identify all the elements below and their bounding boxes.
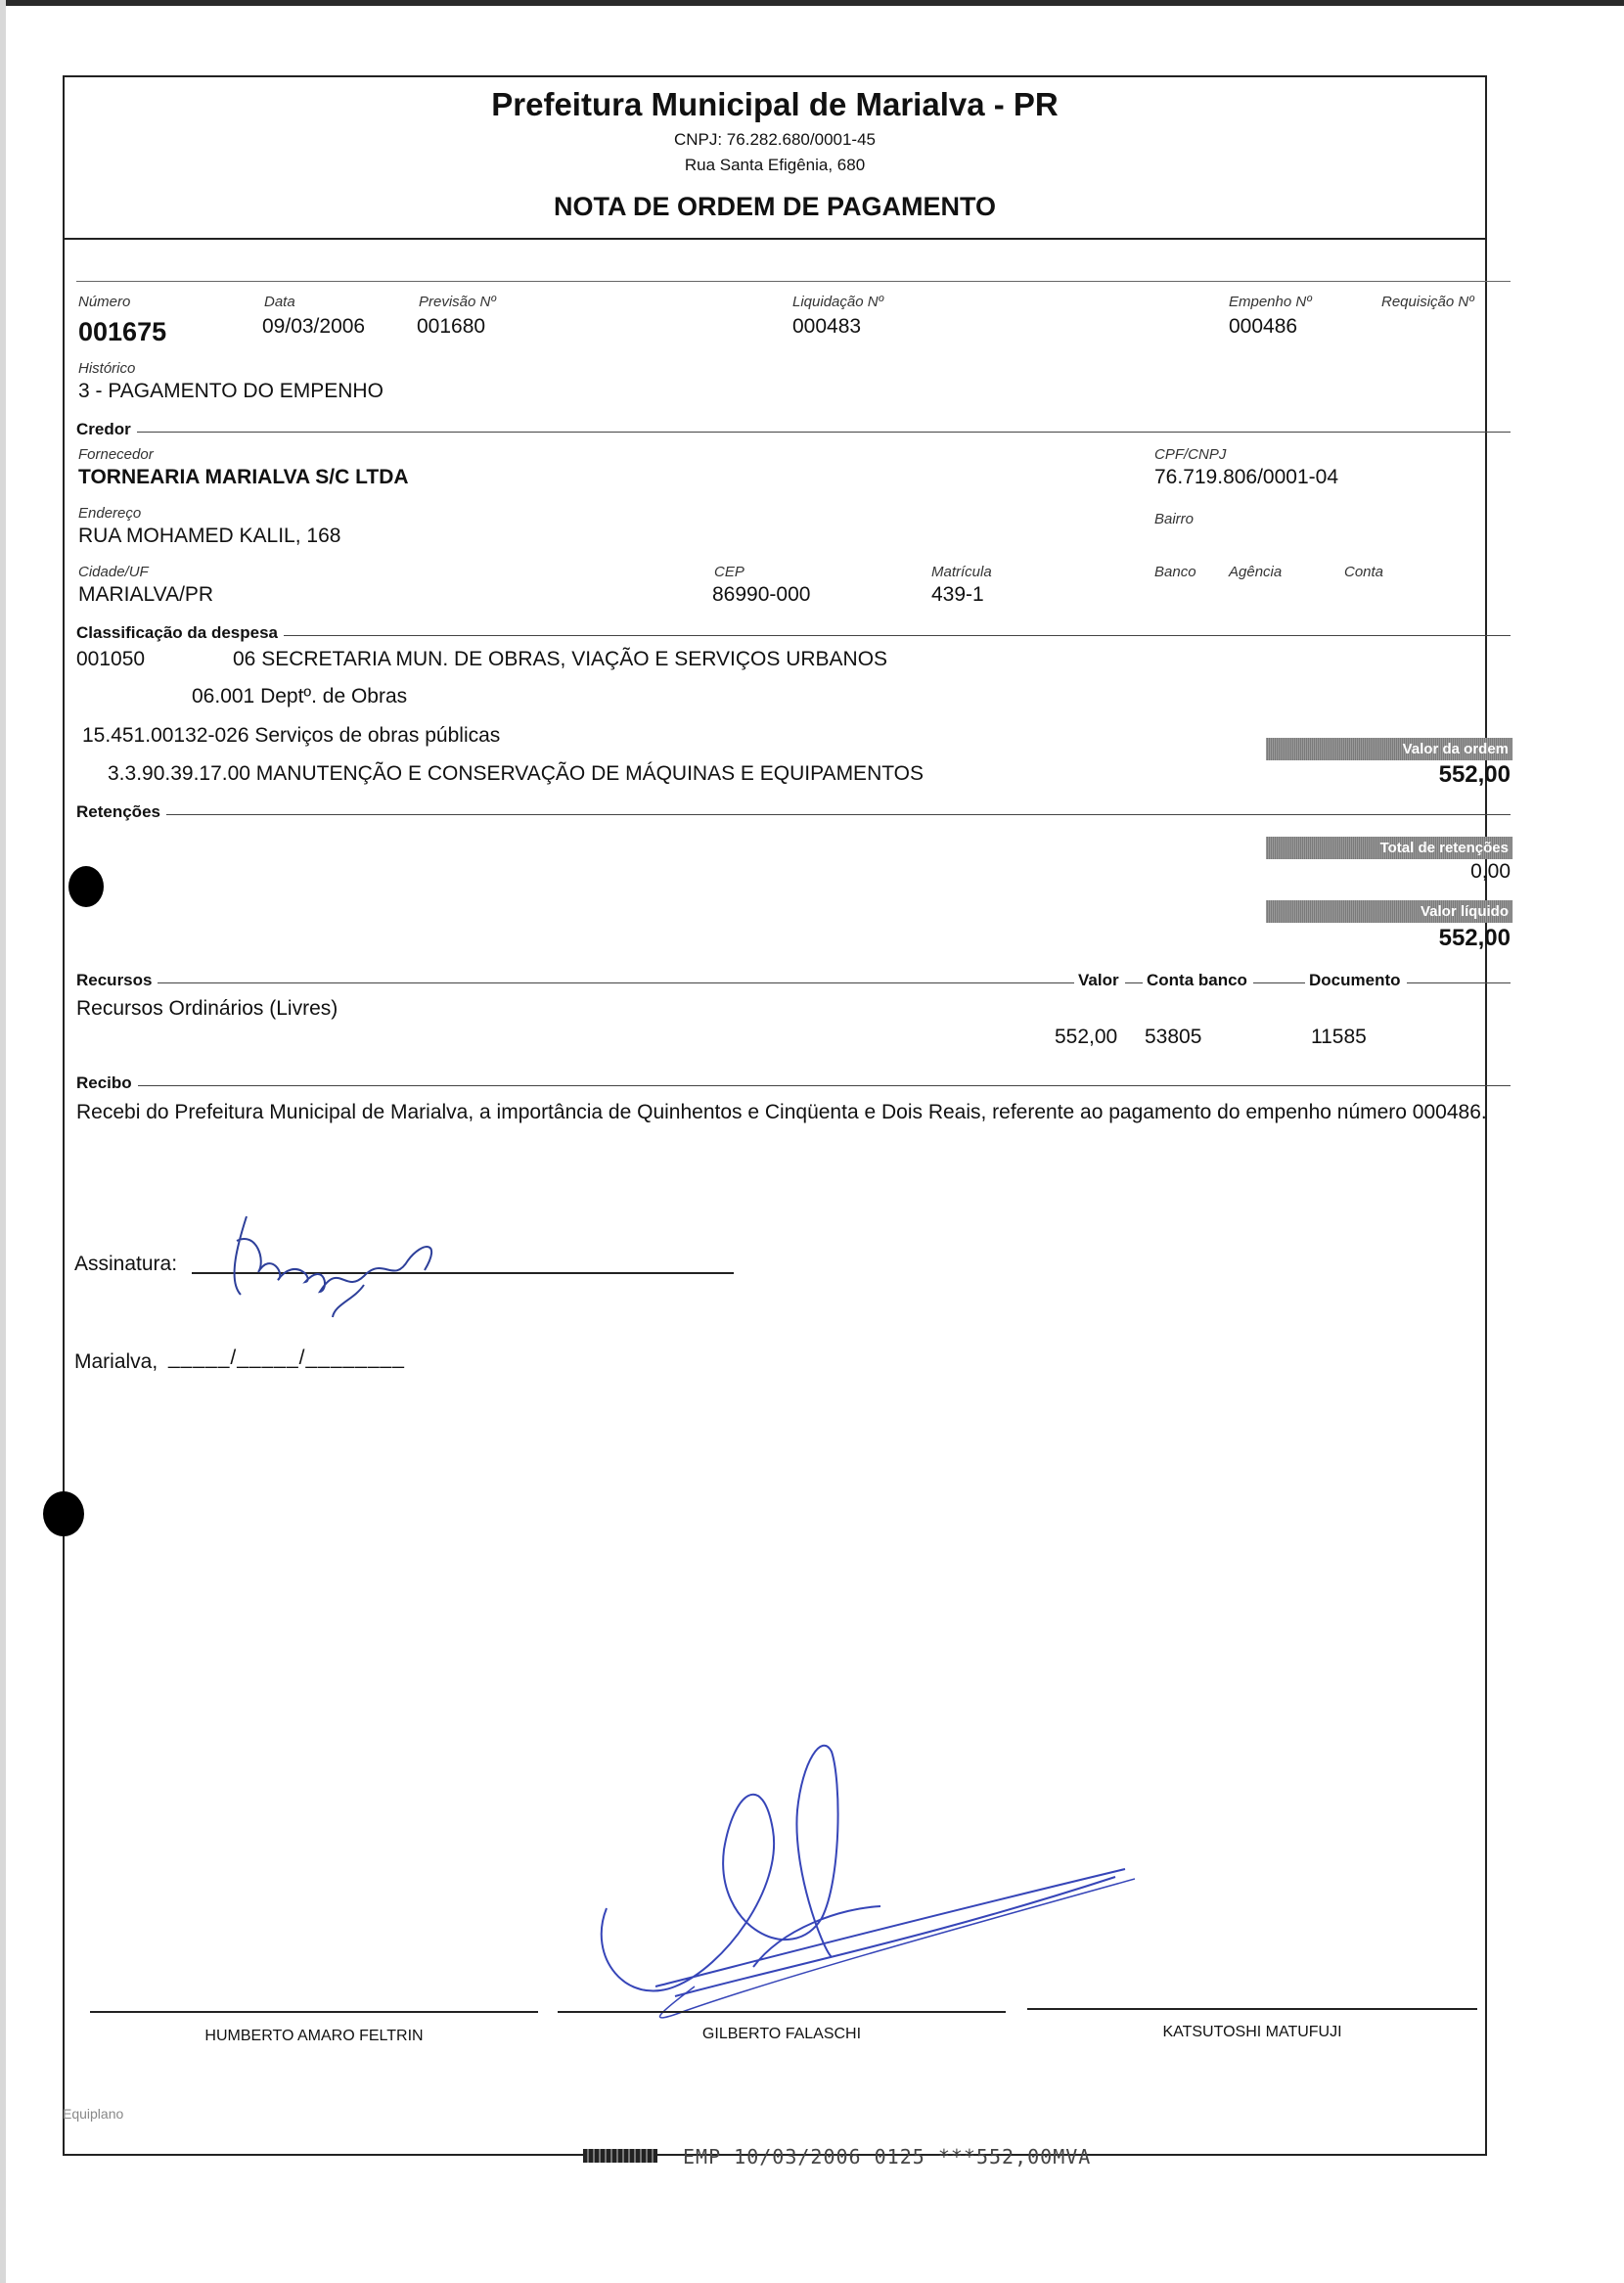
signature-line-1: [90, 2011, 538, 2013]
fornecedor-label: Fornecedor: [78, 446, 154, 463]
liquidacao-value: 000483: [792, 315, 862, 338]
empenho-value: 000486: [1229, 315, 1298, 338]
recibo-section: Recibo: [76, 1073, 138, 1093]
scan-top-edge: [0, 0, 1624, 6]
valor-liquido-value: 552,00: [1438, 925, 1511, 951]
banco-label: Banco: [1154, 564, 1196, 580]
assinatura-label: Assinatura:: [74, 1253, 178, 1275]
bairro-label: Bairro: [1154, 511, 1195, 527]
retencoes-rule: [76, 814, 1511, 815]
empenho-label: Empenho Nº: [1229, 294, 1312, 310]
municipality-title: Prefeitura Municipal de Marialva - PR: [491, 86, 1059, 122]
valor-ordem-value: 552,00: [1438, 761, 1511, 788]
classificacao-line4: 3.3.90.39.17.00 MANUTENÇÃO E CONSERVAÇÃO DE MÁQUINAS E EQUIPAMENTOS: [108, 762, 925, 785]
signatory-3: KATSUTOSHI MATUFUJI: [1162, 2024, 1342, 2040]
local-label: Marialva,: [74, 1350, 158, 1373]
cep-label: CEP: [714, 564, 744, 580]
cnpj-line: CNPJ: 76.282.680/0001-45: [673, 130, 877, 149]
numero-label: Número: [78, 294, 131, 310]
cpf-value: 76.719.806/0001-04: [1154, 466, 1339, 488]
recibo-rule: [76, 1085, 1511, 1086]
fornecedor-value: TORNEARIA MARIALVA S/C LTDA: [78, 466, 409, 488]
credor-rule: [76, 432, 1511, 433]
recibo-signature-image: [217, 1202, 442, 1319]
total-retencoes-value: 0,00: [1470, 860, 1511, 883]
info-top-rule: [76, 281, 1511, 282]
classificacao-code: 001050: [76, 648, 146, 670]
date-blanks: _____/_____/________: [168, 1347, 405, 1369]
cpf-label: CPF/CNPJ: [1154, 446, 1227, 463]
recursos-conta: 53805: [1145, 1026, 1202, 1048]
cep-value: 86990-000: [712, 583, 811, 606]
classificacao-section: Classificação da despesa: [76, 623, 284, 643]
recursos-documento-label: Documento: [1305, 971, 1407, 990]
recursos-conta-label: Conta banco: [1143, 971, 1253, 990]
classificacao-line1: 06 SECRETARIA MUN. DE OBRAS, VIAÇÃO E SERVIÇOS URBANOS: [233, 648, 888, 670]
punch-hole-bottom: [43, 1491, 84, 1536]
valor-ordem-label: Valor da ordem: [1266, 738, 1512, 760]
scan-left-edge: [0, 0, 6, 2283]
recursos-descricao: Recursos Ordinários (Livres): [76, 997, 338, 1020]
software-name: Equiplano: [63, 2106, 124, 2122]
payment-stamp: EMP 10/03/2006 0125 ***552,00MVA: [683, 2145, 1092, 2169]
gilberto-signature-image: [587, 1732, 1135, 2026]
agencia-label: Agência: [1229, 564, 1283, 580]
header-divider: [63, 238, 1485, 240]
historico-value: 3 - PAGAMENTO DO EMPENHO: [78, 380, 383, 402]
conta-label: Conta: [1344, 564, 1384, 580]
classificacao-line2: 06.001 Deptº. de Obras: [192, 685, 408, 708]
credor-section: Credor: [76, 420, 137, 439]
data-value: 09/03/2006: [262, 315, 366, 338]
recibo-text: Recebi do Prefeitura Municipal de Marialva, a importância de Quinhentos e Cinqüenta e Dois Reais, referente ao pagamento do empenho número 000486.: [76, 1101, 1487, 1123]
numero-value: 001675: [78, 317, 167, 346]
signature-line-2: [558, 2011, 1006, 2013]
requisicao-label: Requisição Nº: [1381, 294, 1474, 310]
historico-label: Histórico: [78, 360, 136, 377]
total-retencoes-label: Total de retenções: [1266, 837, 1512, 859]
stamp-marks: [583, 2149, 657, 2163]
liquidacao-label: Liquidação Nº: [792, 294, 884, 310]
punch-hole-top: [68, 866, 104, 907]
endereco-value: RUA MOHAMED KALIL, 168: [78, 525, 341, 547]
valor-liquido-label: Valor líquido: [1266, 900, 1512, 923]
data-label: Data: [264, 294, 295, 310]
recursos-valor-label: Valor: [1074, 971, 1125, 990]
matricula-value: 439-1: [931, 583, 984, 606]
signature-line-3: [1027, 2008, 1477, 2010]
previsao-label: Previsão Nº: [419, 294, 496, 310]
matricula-label: Matrícula: [931, 564, 992, 580]
endereco-label: Endereço: [78, 505, 142, 522]
recursos-valor: 552,00: [1055, 1026, 1118, 1048]
recursos-rule: [76, 982, 1511, 983]
cidade-value: MARIALVA/PR: [78, 583, 214, 606]
classificacao-line3: 15.451.00132-026 Serviços de obras públicas: [82, 724, 501, 747]
retencoes-section: Retenções: [76, 802, 166, 822]
classificacao-rule: [76, 635, 1511, 636]
document-title: NOTA DE ORDEM DE PAGAMENTO: [553, 192, 996, 221]
signatory-1: HUMBERTO AMARO FELTRIN: [204, 2028, 424, 2044]
recursos-section: Recursos: [76, 971, 158, 990]
previsao-value: 001680: [417, 315, 486, 338]
cidade-label: Cidade/UF: [78, 564, 149, 580]
signatory-2: GILBERTO FALASCHI: [701, 2026, 862, 2042]
recursos-documento: 11585: [1311, 1026, 1367, 1048]
address-line: Rua Santa Efigênia, 680: [684, 156, 866, 174]
